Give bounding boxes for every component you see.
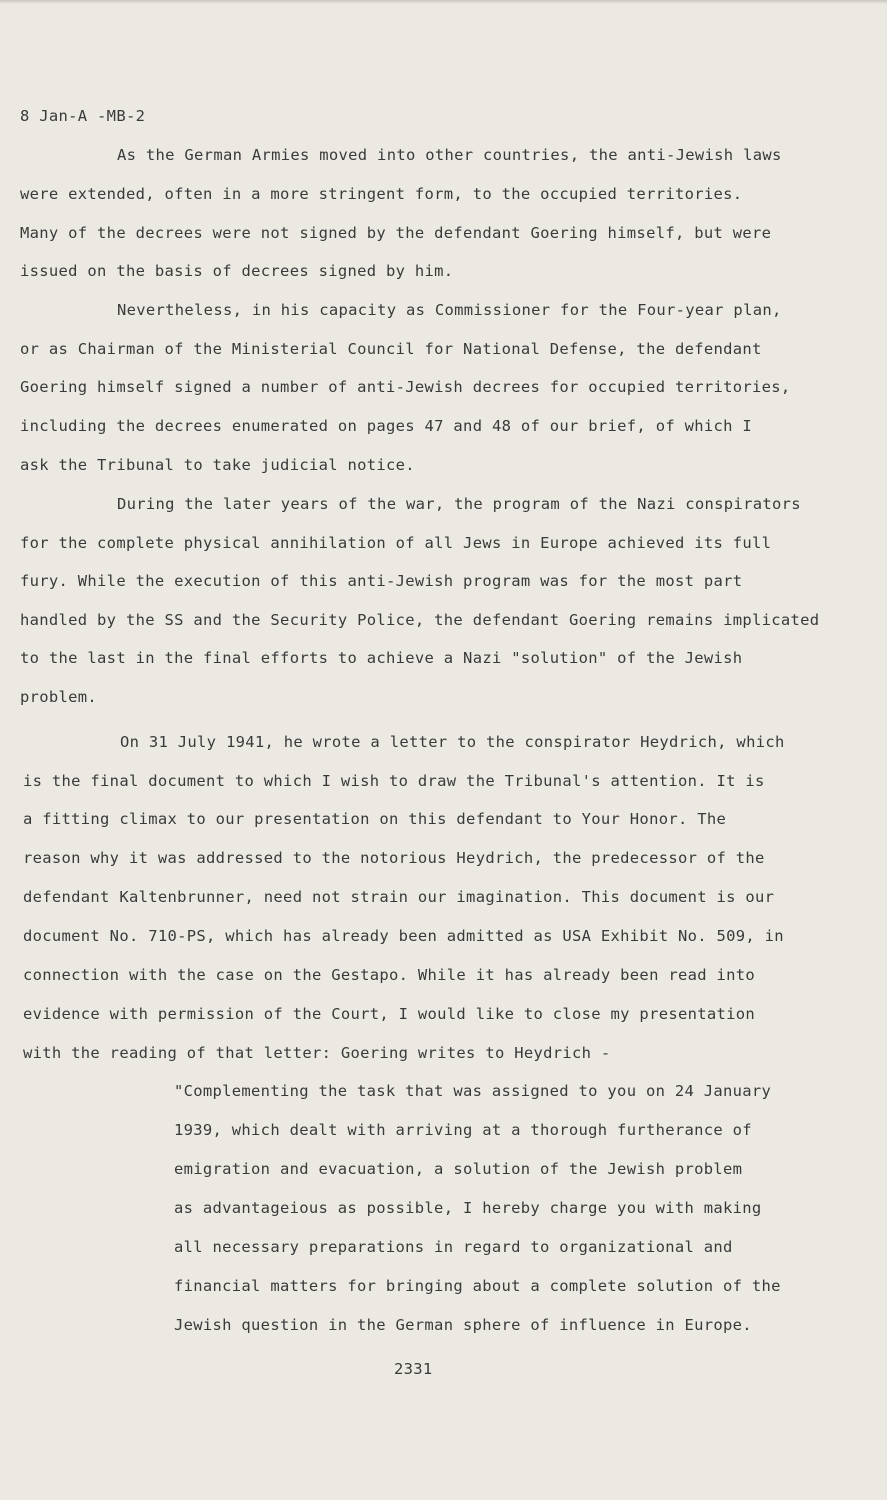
text-line: issued on the basis of decrees signed by him. (20, 262, 454, 280)
text-line: fury. While the execution of this anti-Jewish program was for the most part (20, 572, 743, 590)
quote-line: financial matters for bringing about a complete solution of the (174, 1277, 781, 1295)
page-number: 2331 (394, 1360, 433, 1378)
text-line: defendant Kaltenbrunner, need not strain our imagination. This document is our (23, 888, 775, 906)
text-line: to the last in the final efforts to achieve a Nazi "solution" of the Jewish (20, 649, 743, 667)
text-line: is the final document to which I wish to draw the Tribunal's attention. It is (23, 772, 765, 790)
quote-line: emigration and evacuation, a solution of the Jewish problem (174, 1160, 743, 1178)
text-line: document No. 710-PS, which has already been admitted as USA Exhibit No. 509, in (23, 927, 784, 945)
quote-line: "Complementing the task that was assigned to you on 24 January (174, 1082, 772, 1100)
text-line: As the German Armies moved into other countries, the anti-Jewish laws (117, 146, 782, 164)
text-line: Many of the decrees were not signed by the defendant Goering himself, but were (20, 224, 772, 242)
text-line: for the complete physical annihilation of all Jews in Europe achieved its full (20, 534, 772, 552)
quote-line: Jewish question in the German sphere of influence in Europe. (174, 1316, 752, 1334)
text-line: handled by the SS and the Security Police, the defendant Goering remains implicated (20, 611, 820, 629)
text-line: ask the Tribunal to take judicial notice. (20, 456, 415, 474)
quote-line: all necessary preparations in regard to organizational and (174, 1238, 733, 1256)
quote-line: as advantageious as possible, I hereby charge you with making (174, 1199, 762, 1217)
text-line: evidence with permission of the Court, I would like to close my presentation (23, 1005, 756, 1023)
text-line: with the reading of that letter: Goering writes to Heydrich - (23, 1044, 611, 1062)
text-line: a fitting climax to our presentation on this defendant to Your Honor. The (23, 810, 727, 828)
page-top-edge (0, 0, 887, 4)
text-line: During the later years of the war, the program of the Nazi conspirators (117, 495, 801, 513)
page-header: 8 Jan-A -MB-2 (20, 107, 146, 125)
text-line: Nevertheless, in his capacity as Commissioner for the Four-year plan, (117, 301, 782, 319)
text-line: On 31 July 1941, he wrote a letter to the conspirator Heydrich, which (120, 733, 785, 751)
text-line: Goering himself signed a number of anti-Jewish decrees for occupied territories, (20, 378, 791, 396)
text-line: connection with the case on the Gestapo. While it has already been read into (23, 966, 756, 984)
text-line: including the decrees enumerated on pages 47 and 48 of our brief, of which I (20, 417, 753, 435)
text-line: were extended, often in a more stringent form, to the occupied territories. (20, 185, 743, 203)
text-line: problem. (20, 688, 98, 706)
quote-line: 1939, which dealt with arriving at a thorough furtherance of (174, 1121, 752, 1139)
text-line: reason why it was addressed to the notorious Heydrich, the predecessor of the (23, 849, 765, 867)
text-line: or as Chairman of the Ministerial Council for National Defense, the defendant (20, 340, 762, 358)
